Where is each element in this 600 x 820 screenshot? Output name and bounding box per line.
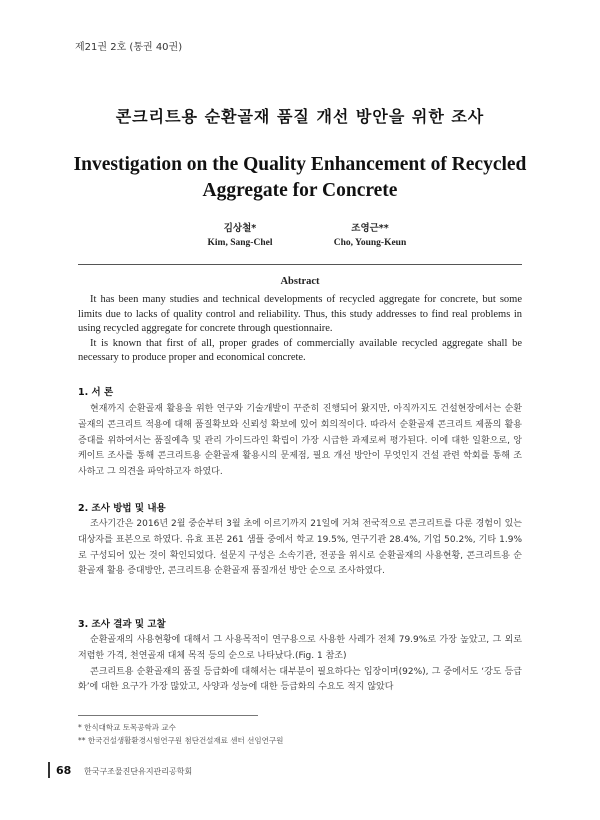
author-2-korean-name: 조영근** [351, 223, 389, 234]
english-title: Investigation on the Quality Enhancement of Recycled Aggregate for Concrete [73, 154, 527, 201]
section-paragraph: 순환골재의 사용현황에 대해서 그 사용목적이 연구용으로 사용한 사례가 전체 79.9%로 가장 높았고, 그 외로 저렴한 가격, 천연골재 대체 목적 등의 순으로 나타났다.(Fig. 1 참조) [78, 635, 522, 661]
section-paragraph: 조사기간은 2016년 2월 중순부터 3월 초에 이르기까지 21일에 거쳐 전국적으로 콘크리트를 다룬 경험이 있는 대상자를 표본으로 하였다. 유효 표본 261 샘플 중에서 학교 19.5%, 연구기관 28.4%, 기업 50.2%, 기타 1.9%로 구성되어 있는 것이 확인되었다. 설문지 구성은 소속기관, 전공을 위시로 순환골재의 사용현황, 콘크리트용 순환골재 활용 증대방안, 콘크리트용 순환골재 품질개선 방안 순으로 조사하였다. [78, 519, 522, 577]
footer-journal-name: 한국구조물진단유지관리공학회 [84, 767, 193, 776]
author-2 [315, 222, 425, 250]
abstract-paragraph: It has been many studies and technical developments of recycled aggregate for concrete, but some limits due to lacks of quality control and reliability. Thus, this study addresses to find real problems in using recycled aggregate for concrete through questionnaire. [78, 294, 522, 334]
author-2-english-name: Cho, Young-Keun [333, 238, 407, 248]
section-paragraph: 콘크리트용 순환골재의 품질 등급화에 대해서는 대부분이 필요하다는 입장이며(92%), 그 중에서도 ‘강도 등급화’에 대한 요구가 가장 많았고, 사양과 성능에 대한 등급화의 수요도 적지 않았다 [78, 666, 522, 693]
footer-accent-bar [48, 762, 50, 778]
divider-rule [78, 264, 522, 265]
author-1 [190, 222, 290, 250]
abstract-heading: Abstract [280, 276, 320, 287]
section-paragraph: 현재까지 순환골재 활용을 위한 연구와 기술개발이 꾸준히 진행되어 왔지만, 아직까지도 건설현장에서는 순환골재의 콘크리트 적용에 대해 품질확보와 신뢰성 확보에 있어 회의적이다. 따라서 순환골재 콘크리트 제품의 활용증대를 위하여서는 품질예측 및 관리 가이드라인 확립이 가장 시급한 과제로써 평가된다. 이에 대한 일환으로, 앙케이트 조사를 통해 콘크리트용 순환골재 활용시의 문제점, 필요 개선 방안이 무엇인지 건설 관련 학회를 통해 조사하고 그 의견을 파악하고자 하였다. [78, 404, 522, 478]
section-heading-methods: 2. 조사 방법 및 내용 [78, 503, 166, 514]
section-body-methods [78, 517, 522, 580]
footnote-affiliation-1: * 한식대학교 토목공학과 교수 [78, 723, 176, 732]
korean-title: 콘크리트용 순환골재 품질 개선 방안을 위한 조사 [115, 107, 485, 126]
section-body-results [78, 633, 522, 696]
abstract-paragraph: It is known that first of all, proper grades of commercially available recycled aggregate shall be necessary to produce proper and economical concrete. [78, 337, 522, 363]
abstract-body [78, 293, 522, 366]
section-body-introduction [78, 402, 522, 481]
footnotes [78, 721, 522, 747]
footnote-rule [78, 715, 258, 716]
section-heading-results: 3. 조사 결과 및 고찰 [78, 619, 166, 630]
journal-volume-header: 제21권 2호 (통권 40권) [75, 42, 183, 53]
section-heading-introduction: 1. 서 론 [78, 387, 114, 398]
author-1-korean-name: 김상철* [223, 223, 257, 234]
footnote-affiliation-2: ** 한국건설생활환경시험연구원 첨단건설재료 센터 선임연구원 [78, 736, 284, 745]
author-1-english-name: Kim, Sang-Chel [207, 238, 273, 248]
page-number: 68 [56, 764, 72, 777]
